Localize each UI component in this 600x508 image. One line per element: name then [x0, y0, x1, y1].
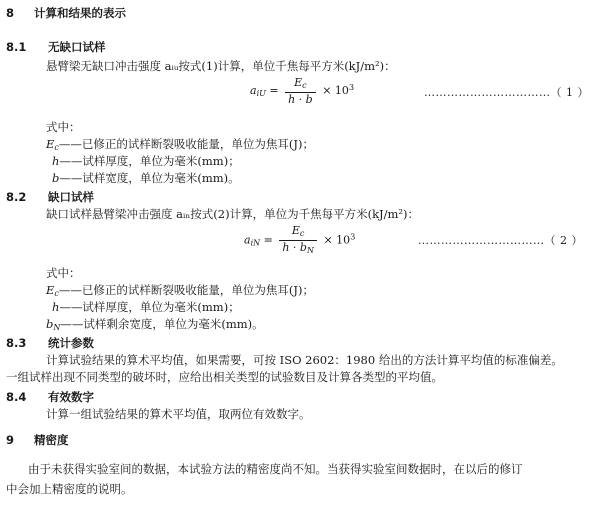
section-8-2-text: 缺口试样悬臂梁冲击强度 aᵢₙ按式(2)计算，单位为千焦每平方米(kJ/m²)：	[46, 207, 420, 221]
formula-lhs-sub: iU	[256, 89, 266, 98]
equals-sign: =	[269, 84, 283, 97]
section-number: 8.3	[6, 336, 27, 350]
section-8-3-text-2: 一组试样出现不同类型的破坏时，应给出相关类型的试验数目及计算各类型的平均值。	[6, 370, 443, 384]
section-9-text-2: 中会加上精密度的说明。	[6, 482, 133, 496]
where-item-h: h——试样厚度，单位为毫米(mm)；	[52, 300, 240, 314]
section-9-heading	[6, 433, 69, 448]
section-title: 统计参数	[48, 336, 94, 350]
section-title: 计算和结果的表示	[34, 6, 126, 20]
section-number: 8.2	[6, 190, 27, 204]
equals-sign: =	[263, 233, 277, 247]
section-8-3-text-1: 计算试验结果的算术平均值，如果需要，可按 ISO 2602：1980 给出的方法计算平均值的标准偏差。	[46, 353, 563, 367]
section-8-2-heading	[6, 190, 94, 205]
section-number: 8	[6, 6, 15, 20]
where-item-e: $E_c——$已修正的试样断裂吸收能量，单位为焦耳(J)；	[46, 283, 314, 298]
section-number: 8.4	[6, 390, 27, 404]
where-item-e: $E_c——$已修正的试样断裂吸收能量，单位为焦耳(J)；	[46, 137, 314, 152]
section-number: 9	[6, 433, 15, 447]
equation-number-2: ……………………………（ 2 ）	[418, 234, 583, 247]
formula-numerator: $E_c$	[285, 76, 316, 93]
formula-lhs: a	[250, 84, 257, 97]
section-8-1-text: 悬臂梁无缺口冲击强度 aᵢᵤ按式(1)计算，单位千焦每平方米(kJ/m²)：	[46, 59, 396, 73]
formula-factor-exponent: 3	[350, 232, 356, 242]
where-label-1: 式中：	[46, 120, 81, 134]
formula-lhs-sub: iN	[250, 238, 261, 248]
formula-factor: × 10	[323, 233, 351, 247]
formula-denominator: h · b	[288, 93, 313, 106]
formula-factor-exponent: 3	[348, 83, 355, 92]
equation-number-1: ……………………………（ 1 ）	[424, 86, 589, 99]
formula-factor: × 10	[322, 84, 349, 97]
formula-fraction	[285, 76, 316, 106]
section-title: 无缺口试样	[48, 40, 106, 54]
where-label-2: 式中：	[46, 266, 81, 280]
section-title: 有效数字	[48, 390, 94, 404]
section-8-heading	[6, 6, 126, 21]
section-number: 8.1	[6, 40, 27, 54]
where-item-b: b——试样宽度，单位为毫米(mm)。	[52, 171, 240, 185]
where-item-h: h——试样厚度，单位为毫米(mm)；	[52, 154, 240, 168]
section-8-1-heading	[6, 40, 106, 55]
section-9-text-1: 由于未获得实验室间的数据，本试验方法的精密度尚不知。当获得实验室间数据时，在以后的修订	[28, 462, 523, 476]
section-title: 缺口试样	[48, 190, 94, 204]
section-8-3-heading	[6, 336, 94, 351]
where-item-bn: $b_N——$试样剩余宽度，单位为毫米(mm)。	[46, 317, 264, 332]
section-title: 精密度	[34, 433, 69, 447]
formula-denominator: $h \cdot b_N$	[282, 241, 314, 255]
formula-fraction	[279, 224, 317, 257]
formula-2	[244, 224, 355, 257]
section-8-4-text: 计算一组试验结果的算术平均值，取两位有效数字。	[46, 407, 311, 421]
formula-numerator: $E_c$	[279, 224, 317, 241]
section-8-4-heading	[6, 390, 94, 405]
formula-lhs: a	[244, 233, 251, 247]
formula-1	[250, 76, 354, 106]
